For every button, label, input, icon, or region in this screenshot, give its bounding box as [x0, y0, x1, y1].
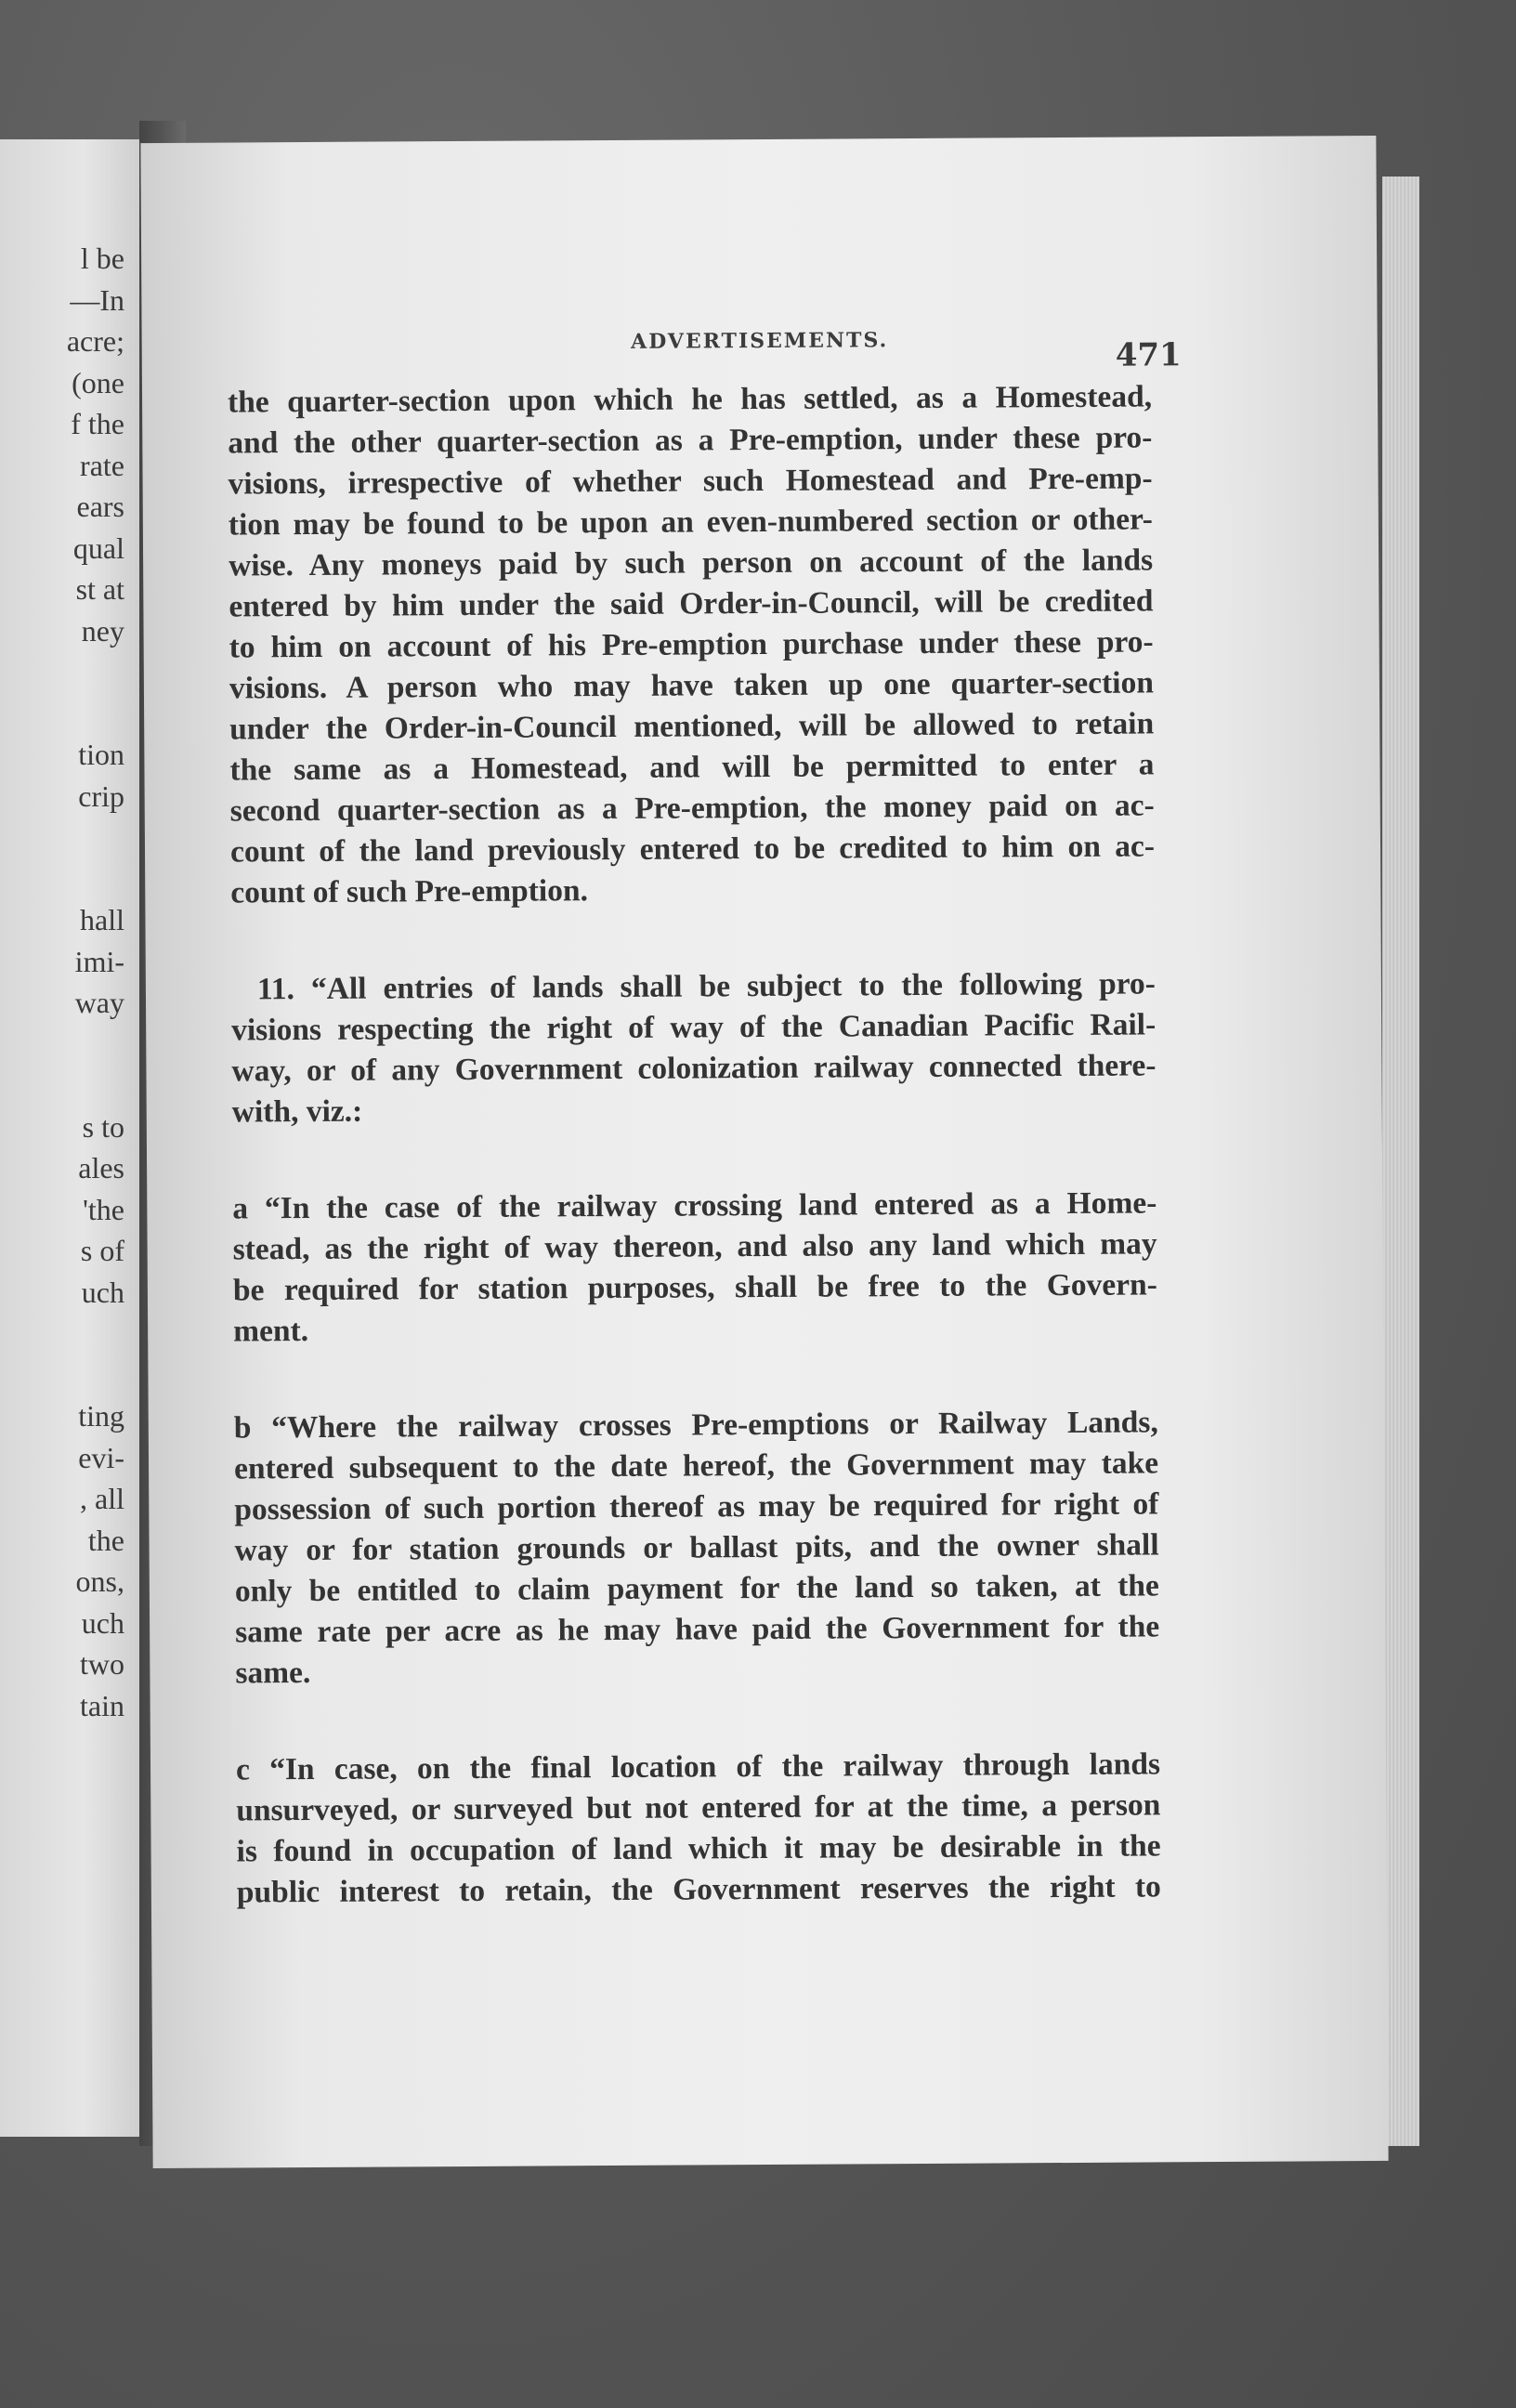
- text-line: way, or of any Government colonization railway connected there-: [231, 1048, 1157, 1089]
- text-line: same.: [235, 1655, 311, 1691]
- left-page-line: uch: [81, 1275, 124, 1309]
- left-page-line: crip: [78, 779, 124, 813]
- left-page-line: ney: [81, 613, 124, 648]
- text-line: entered by him under the said Order-in-Council, will be credited: [229, 583, 1154, 624]
- page-body: [228, 376, 1161, 1913]
- paragraph-gap: [233, 1346, 1157, 1407]
- page-edge-stack: [1382, 177, 1419, 2146]
- paragraph: [234, 1402, 1160, 1694]
- left-page-line: uch: [81, 1605, 124, 1640]
- text-line: only be entitled to claim payment for the land so taken, at the: [234, 1568, 1159, 1609]
- left-page-line: tion: [78, 738, 124, 771]
- left-page-line: acre;: [66, 324, 124, 358]
- text-line: tion may be found to be upon an even-numbered section or other-: [228, 502, 1153, 543]
- text-line: ment.: [233, 1314, 309, 1349]
- text-line: the quarter-section upon which he has settled, as a Homestead,: [227, 379, 1153, 420]
- left-page-line: imi-: [74, 944, 124, 978]
- paragraph-gap: [230, 908, 1155, 969]
- text-line: visions respecting the right of way of the Canadian Pacific Rail-: [231, 1007, 1157, 1048]
- left-page-line: the: [87, 1523, 124, 1557]
- text-line: entered subsequent to the date hereof, the Government may take: [233, 1446, 1159, 1486]
- text-line: and the other quarter-section as a Pre-emption, under these pro-: [228, 420, 1153, 461]
- left-page-line: l be: [80, 242, 124, 275]
- text-line: stead, as the right of way thereon, and also any land which may: [232, 1226, 1157, 1267]
- left-page-line: hall: [80, 903, 124, 936]
- left-page-line: way: [74, 986, 124, 1019]
- left-page-line: rate: [80, 448, 124, 482]
- left-facing-page: [0, 139, 139, 2137]
- paragraph: [236, 1744, 1161, 1913]
- left-page-line: evi-: [78, 1440, 124, 1474]
- running-head: ADVERTISEMENTS.: [630, 328, 889, 354]
- left-page-line: two: [80, 1647, 124, 1681]
- text-line: public interest to retain, the Government reserves the right to: [236, 1869, 1161, 1910]
- text-line: 11. “All entries of lands shall be subject to the following pro-: [256, 966, 1157, 1007]
- left-page-line: s to: [82, 1109, 124, 1144]
- text-line: count of the land previously entered to be credited to him on ac-: [229, 829, 1156, 870]
- text-line: a “In the case of the railway crossing land entered as a Home-: [232, 1185, 1157, 1226]
- text-line: unsurveyed, or surveyed but not entered for at the time, a person: [236, 1787, 1161, 1828]
- text-line: c “In case, on the final location of the railway through lands: [235, 1747, 1161, 1787]
- text-line: possession of such portion thereof as may be required for right of: [234, 1486, 1159, 1527]
- text-line: under the Order-in-Council mentioned, will be allowed to retain: [229, 706, 1155, 747]
- left-page-line: (one: [72, 365, 124, 399]
- text-line: to him on account of his Pre-emption purchase under these pro-: [229, 624, 1154, 665]
- text-line: visions, irrespective of whether such Homestead and Pre-emp-: [228, 461, 1153, 502]
- left-page-line: st at: [75, 572, 124, 606]
- left-page-line: —In: [70, 282, 124, 317]
- left-page-line: , all: [80, 1482, 124, 1515]
- left-page-line: s of: [80, 1234, 124, 1267]
- left-page-line: ears: [76, 490, 124, 523]
- text-line: second quarter-section as a Pre-emption, the money paid on ac-: [229, 788, 1155, 829]
- left-page-line: ales: [78, 1151, 124, 1184]
- text-line: visions. A person who may have taken up one quarter-section: [229, 665, 1155, 706]
- left-page-line: ons,: [75, 1564, 124, 1598]
- text-line: be required for station purposes, shall be free to the Govern-: [232, 1267, 1157, 1308]
- paragraph-gap: [232, 1127, 1157, 1188]
- page-number: 471: [1115, 336, 1182, 374]
- paragraph-gap: [236, 1688, 1160, 1749]
- text-line: b “Where the railway crosses Pre-emptions or Railway Lands,: [233, 1405, 1158, 1446]
- text-line: the same as a Homestead, and will be permitted to enter a: [229, 747, 1155, 788]
- text-line: same rate per acre as he may have paid the Government for the: [235, 1609, 1160, 1650]
- paragraph: [232, 1183, 1157, 1352]
- left-page-line: f the: [71, 407, 124, 440]
- book-page: [140, 136, 1388, 2168]
- left-page-line: tain: [80, 1688, 124, 1722]
- left-page-line: 'the: [83, 1192, 124, 1226]
- left-page-line: ting: [78, 1399, 124, 1433]
- text-line: with, viz.:: [231, 1093, 363, 1130]
- text-line: count of such Pre-emption.: [230, 873, 589, 910]
- text-line: is found in occupation of land which it may be desirable in the: [236, 1828, 1161, 1869]
- left-page-line: qual: [72, 530, 124, 565]
- text-line: way or for station grounds or ballast pits, and the owner shall: [234, 1527, 1159, 1568]
- paragraph: [231, 963, 1157, 1132]
- paragraph: [228, 376, 1155, 913]
- text-line: wise. Any moneys paid by such person on account of the lands: [229, 543, 1154, 583]
